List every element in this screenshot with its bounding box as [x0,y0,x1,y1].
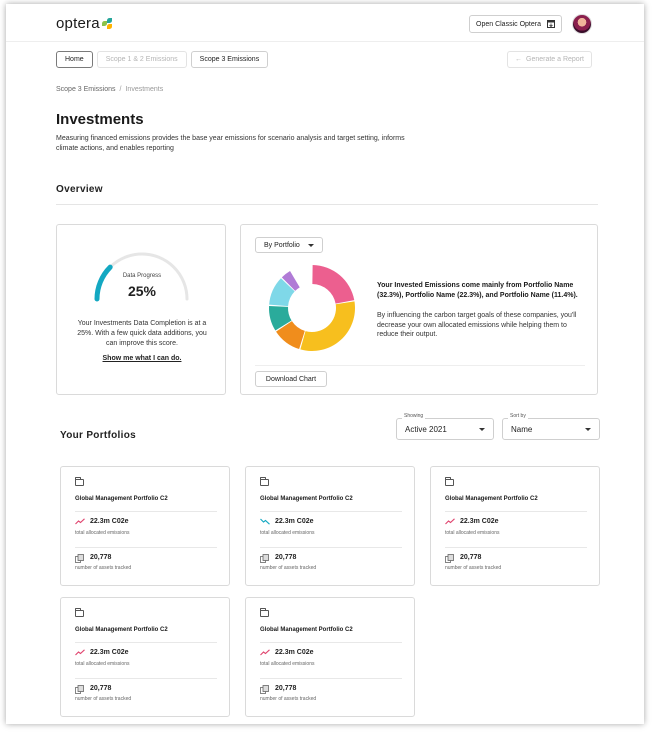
chevron-down-icon [585,428,591,431]
card-divider [75,511,217,512]
card-divider [260,678,402,679]
page-description: Measuring financed emissions provides the base year emissions for scenario analysis and target setting, informs climate actions, and enables reporting [56,135,405,152]
gauge-label: Data Progress [122,273,162,279]
download-chart-button[interactable]: Download Chart [255,371,327,387]
nav-scope12-button[interactable]: Scope 1 & 2 Emissions [97,51,187,68]
by-portfolio-select[interactable] [255,237,323,253]
chevron-down-icon [479,428,485,431]
assets-label: number of assets tracked [75,696,132,702]
breadcrumb-parent[interactable]: Scope 3 Emissions [56,86,116,93]
overview-divider [56,204,598,205]
app-window [6,4,644,724]
optera-logo[interactable] [56,15,114,32]
portfolio-name: Global Management Portfolio C2 [260,496,353,502]
sortby-label: Sort by [510,413,526,419]
portfolio-card[interactable] [245,466,415,586]
generate-report-button[interactable] [507,51,592,68]
breadcrumb-current: Investments [125,86,164,93]
breadcrumb-separator: / [119,86,122,93]
card-divider [75,642,217,643]
showing-select[interactable] [396,413,494,440]
open-classic-button[interactable] [469,15,562,33]
showing-value: Active 2021 [405,424,447,434]
by-portfolio-label: By Portfolio [264,241,300,249]
emissions-value: 22.3m C02e [275,518,314,525]
gauge-value: 25% [127,283,157,299]
arrow-left-icon: ← [515,56,522,63]
sortby-value: Name [511,424,533,434]
card-divider [75,678,217,679]
emissions-label: total allocated emissions [75,661,130,667]
folder-icon [445,479,454,486]
progress-description: Your Investments Data Completion is at a 25%. With a few quick data additions, you can improve this score. [77,320,207,347]
assets-value: 20,778 [90,554,112,561]
open-classic-label: Open Classic Optera [476,20,541,28]
trend-up-icon [445,518,455,525]
portfolio-card[interactable] [245,597,415,717]
donut-slice[interactable] [300,301,355,351]
trend-up-icon [75,649,85,656]
assets-value: 20,778 [275,685,297,692]
card-divider [75,547,217,548]
assets-label: number of assets tracked [75,565,132,571]
chart-headline: Your Invested Emissions come mainly from Portfolio Name (32.3%), Portfolio Name (22.3%), and Portfolio Name (11.4%). [377,282,578,299]
overview-heading: Overview [56,184,103,195]
emissions-value: 22.3m C02e [90,518,129,525]
portfolio-card[interactable] [60,597,230,717]
trend-down-icon [260,518,270,525]
emissions-value: 22.3m C02e [275,649,314,656]
card-divider [260,511,402,512]
assets-label: number of assets tracked [445,565,502,571]
folder-icon [260,610,269,617]
emissions-label: total allocated emissions [445,530,500,536]
emissions-donut-chart [267,263,357,353]
emissions-value: 22.3m C02e [460,518,499,525]
assets-icon [260,685,269,694]
assets-label: number of assets tracked [260,696,317,702]
donut-slice[interactable] [312,265,354,304]
generate-report-label: Generate a Report [526,56,584,63]
assets-icon [445,554,454,563]
user-avatar[interactable] [572,14,592,34]
chart-divider [255,365,585,366]
chart-body-text: By influencing the carbon target goals of these companies, you'll decrease your own allocated emissions while helping them to reduce their output. [377,312,577,338]
card-divider [445,547,587,548]
trend-up-icon [75,518,85,525]
portfolios-heading: Your Portfolios [60,430,136,441]
emissions-chart-card [240,224,598,395]
assets-icon [75,554,84,563]
assets-value: 20,778 [275,554,297,561]
page-title: Investments [56,111,144,128]
assets-value: 20,778 [90,685,112,692]
assets-value: 20,778 [460,554,482,561]
card-divider [445,511,587,512]
breadcrumb [56,86,163,93]
leaf-icon [102,18,114,30]
portfolio-card[interactable] [60,466,230,586]
top-bar [6,4,644,42]
assets-label: number of assets tracked [260,565,317,571]
logo-text: optera [56,15,100,32]
showing-label: Showing [404,413,424,419]
nav-home-button[interactable]: Home [56,51,93,68]
external-window-icon [547,20,555,28]
trend-up-icon [260,649,270,656]
emissions-label: total allocated emissions [260,530,315,536]
folder-icon [260,479,269,486]
sortby-select[interactable] [502,413,600,440]
nav-scope3-button[interactable]: Scope 3 Emissions [191,51,269,68]
card-divider [260,547,402,548]
emissions-value: 22.3m C02e [90,649,129,656]
assets-icon [75,685,84,694]
section-nav [56,51,268,68]
chevron-down-icon [308,244,314,247]
portfolio-name: Global Management Portfolio C2 [75,627,168,633]
assets-icon [260,554,269,563]
folder-icon [75,479,84,486]
emissions-label: total allocated emissions [75,530,130,536]
card-divider [260,642,402,643]
portfolio-name: Global Management Portfolio C2 [260,627,353,633]
folder-icon [75,610,84,617]
show-me-link[interactable]: Show me what I can do. [102,355,182,362]
data-progress-card [56,224,226,395]
portfolio-name: Global Management Portfolio C2 [75,496,168,502]
portfolio-name: Global Management Portfolio C2 [445,496,538,502]
emissions-label: total allocated emissions [260,661,315,667]
portfolio-card[interactable] [430,466,600,586]
